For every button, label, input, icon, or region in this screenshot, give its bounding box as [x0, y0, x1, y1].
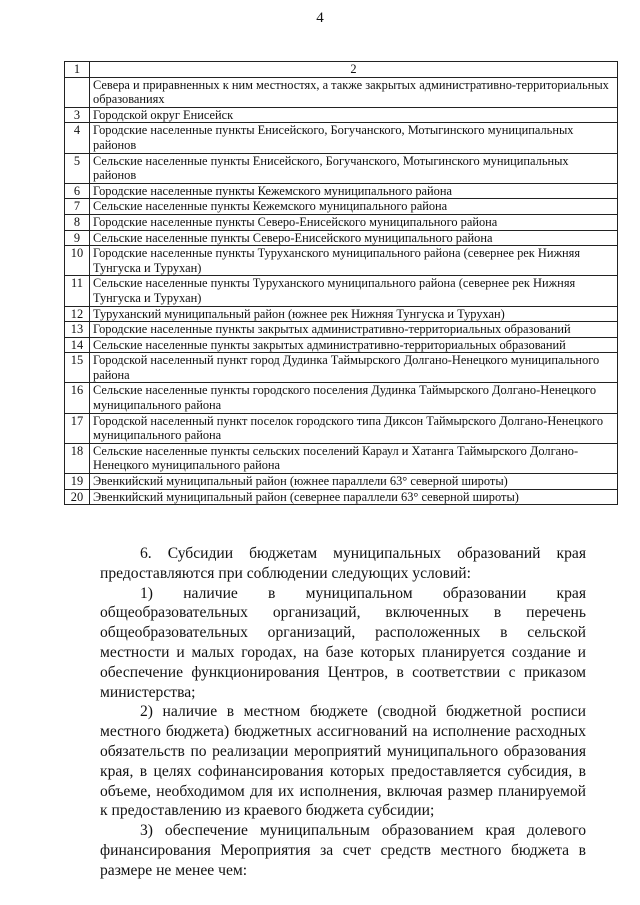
table-row — [65, 353, 618, 383]
row-territory: Сельские населенные пункты Кежемского муниципального района — [90, 199, 618, 215]
table-row — [65, 230, 618, 246]
body-text — [100, 544, 586, 881]
row-number: 17 — [65, 413, 90, 443]
row-territory: Городской населенный пункт поселок городского типа Диксон Таймырского Долгано-Ненецкого муниципального района — [90, 413, 618, 443]
table-row — [65, 77, 618, 107]
row-number: 14 — [65, 337, 90, 353]
row-territory: Сельские населенные пункты закрытых административно-территориальных образований — [90, 337, 618, 353]
row-number: 5 — [65, 153, 90, 183]
paragraph-condition-3: 3) обеспечение муниципальным образованием края долевого финансирования Мероприятия за счет средств местного бюджета в размере не менее чем: — [100, 822, 586, 879]
paragraph-6-subsidies: 6. Субсидии бюджетам муниципальных образований края предоставляются при соблюдении следующих условий: — [100, 545, 586, 582]
table-row — [65, 474, 618, 490]
column-header-territory: 2 — [90, 62, 618, 78]
row-territory: Туруханский муниципальный район (южнее рек Нижняя Тунгуска и Турухан) — [90, 306, 618, 322]
row-territory: Эвенкийский муниципальный район (южнее параллели 63° северной широты) — [90, 474, 618, 490]
row-number: 4 — [65, 123, 90, 153]
row-territory: Севера и приравненных к ним местностях, а также закрытых административно-территориальных образованиях — [90, 77, 618, 107]
row-number: 18 — [65, 443, 90, 473]
row-number: 13 — [65, 322, 90, 338]
row-number: 20 — [65, 489, 90, 505]
row-number: 12 — [65, 306, 90, 322]
row-number: 11 — [65, 276, 90, 306]
row-territory: Городские населенные пункты Туруханского муниципального района (севернее рек Нижняя Тунгуска и Турухан) — [90, 246, 618, 276]
table-row — [65, 183, 618, 199]
table-row — [65, 276, 618, 306]
row-territory: Эвенкийский муниципальный район (севернее параллели 63° северной широты) — [90, 489, 618, 505]
column-header-number: 1 — [65, 62, 90, 78]
row-territory: Сельские населенные пункты сельских поселений Караул и Хатанга Таймырского Долгано-Ненецкого муниципального района — [90, 443, 618, 473]
row-territory: Сельские населенные пункты Енисейского, Богучанского, Мотыгинского муниципальных районов — [90, 153, 618, 183]
table-row — [65, 489, 618, 505]
table-row — [65, 214, 618, 230]
row-number: 9 — [65, 230, 90, 246]
row-territory: Городские населенные пункты закрытых административно-территориальных образований — [90, 322, 618, 338]
row-number — [65, 77, 90, 107]
paragraph-condition-2: 2) наличие в местном бюджете (сводной бюджетной росписи местного бюджета) бюджетных ассигнований на исполнение расходных обязательств по реализации мероприятий муниципального образования края, в целях софинансирования которых предоставляется субсидия, в объеме, необходимом для их исполнения, включая размер планируемой к предоставлению из краевого бюджета субсидии; — [100, 703, 586, 820]
row-number: 15 — [65, 353, 90, 383]
table-row — [65, 383, 618, 413]
row-territory: Городской населенный пункт город Дудинка Таймырского Долгано-Ненецкого муниципального района — [90, 353, 618, 383]
table-row — [65, 306, 618, 322]
row-number: 7 — [65, 199, 90, 215]
table-row — [65, 337, 618, 353]
table-body — [65, 77, 618, 505]
page-number: 4 — [316, 10, 324, 26]
table-row — [65, 322, 618, 338]
row-territory: Сельские населенные пункты Туруханского муниципального района (севернее рек Нижняя Тунгуска и Турухан) — [90, 276, 618, 306]
paragraph-condition-1: 1) наличие в муниципальном образовании края общеобразовательных организаций, включенных в перечень общеобразовательных организаций, расположенных в сельской местности и малых городах, на базе которых планируется создание и обеспечение функционирования Центров, в соответствии с приказом министерства; — [100, 584, 586, 701]
table-row — [65, 443, 618, 473]
table-row — [65, 123, 618, 153]
row-number: 6 — [65, 183, 90, 199]
row-territory: Сельские населенные пункты Северо-Енисейского муниципального района — [90, 230, 618, 246]
row-number: 10 — [65, 246, 90, 276]
row-territory: Городские населенные пункты Кежемского муниципального района — [90, 183, 618, 199]
row-territory: Сельские населенные пункты городского поселения Дудинка Таймырского Долгано-Ненецкого муниципального района — [90, 383, 618, 413]
territory-table — [64, 61, 618, 505]
row-number: 3 — [65, 107, 90, 123]
table-row — [65, 199, 618, 215]
row-territory: Городские населенные пункты Енисейского, Богучанского, Мотыгинского муниципальных районов — [90, 123, 618, 153]
row-number: 16 — [65, 383, 90, 413]
row-number: 8 — [65, 214, 90, 230]
table-row — [65, 246, 618, 276]
row-territory: Городской округ Енисейск — [90, 107, 618, 123]
table-header-row — [65, 62, 618, 78]
row-number: 19 — [65, 474, 90, 490]
table-row — [65, 107, 618, 123]
table-row — [65, 413, 618, 443]
row-territory: Городские населенные пункты Северо-Енисейского муниципального района — [90, 214, 618, 230]
table-row — [65, 153, 618, 183]
